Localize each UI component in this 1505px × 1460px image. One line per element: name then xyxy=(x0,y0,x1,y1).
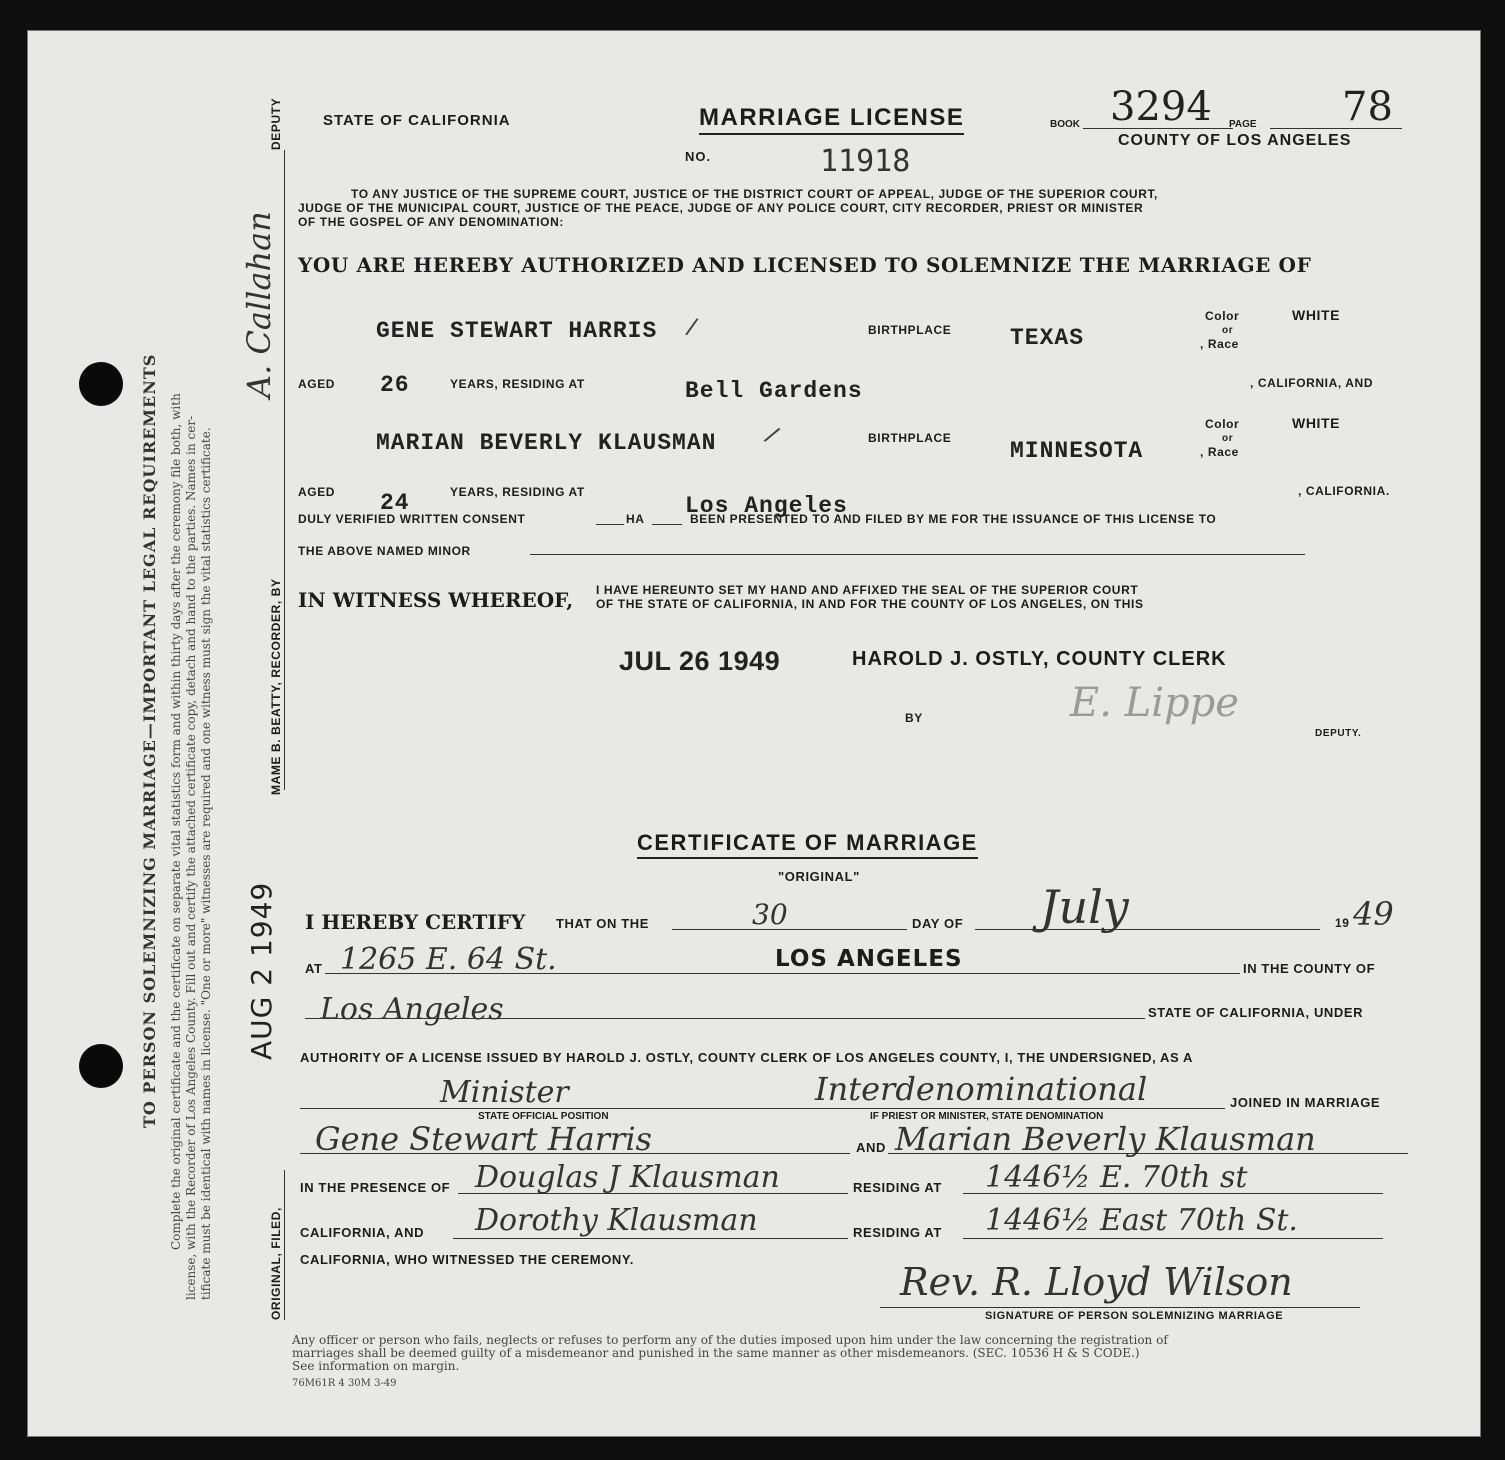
page-label: PAGE xyxy=(1229,119,1257,130)
bride-race-label: , Race xyxy=(1200,445,1239,459)
groom-color-label: Color xyxy=(1205,309,1240,323)
bride-birthplace: MINNESOTA xyxy=(1010,438,1144,464)
footer-line-1: Any officer or person who fails, neglects or refuses to perform any of the duties imposed upon him under the law concerning the registration of xyxy=(292,1333,1168,1347)
consent-ha: HA xyxy=(626,512,645,526)
witness-1-address: 1446½ E. 70th st xyxy=(985,1160,1248,1195)
punch-hole-bottom xyxy=(79,1044,123,1088)
groom-aged-label: AGED xyxy=(298,377,336,391)
groom-age: 26 xyxy=(380,372,410,398)
presence-label: IN THE PRESENCE OF xyxy=(300,1180,451,1195)
bride-residence: Los Angeles xyxy=(685,493,848,519)
minor-label: THE ABOVE NAMED MINOR xyxy=(298,544,471,558)
ceremony-county: Los Angeles xyxy=(320,992,504,1027)
groom-california-label: , CALIFORNIA, AND xyxy=(1250,376,1374,390)
bride-race: WHITE xyxy=(1292,415,1341,431)
page-number: 78 xyxy=(1342,84,1393,130)
at-label: AT xyxy=(305,961,323,976)
officiant-signature-label: SIGNATURE OF PERSON SOLEMNIZING MARRIAGE xyxy=(985,1310,1284,1322)
filed-label: ORIGINAL, FILED, xyxy=(269,1207,283,1320)
county-clerk: HAROLD J. OSTLY, COUNTY CLERK xyxy=(852,648,1227,670)
license-title: MARRIAGE LICENSE xyxy=(699,104,964,135)
footer-line-3: See information on margin. xyxy=(292,1359,460,1373)
bride-birthplace-label: BIRTHPLACE xyxy=(868,431,952,445)
punch-hole-top xyxy=(79,362,123,406)
groom-birthplace: TEXAS xyxy=(1010,325,1085,351)
filed-stamp: AUG 2 1949 xyxy=(245,881,278,1060)
margin-line-1: Complete the original certificate and the certificate on separate vital statistics form and within thirty days after the ceremony file both, with xyxy=(169,393,183,1250)
deputy-label: DEPUTY. xyxy=(1315,728,1362,739)
witness-text-1: I HAVE HEREUNTO SET MY HAND AND AFFIXED THE SEAL OF THE SUPERIOR COURT xyxy=(596,583,1139,597)
in-county-label: IN THE COUNTY OF xyxy=(1243,961,1376,976)
day-of-label: DAY OF xyxy=(912,916,964,931)
address-line-2: JUDGE OF THE MUNICIPAL COURT, JUSTICE OF THE PEACE, JUDGE OF ANY POLICE COURT, CITY RECORDER, PRIEST OR MINISTER xyxy=(298,201,1144,215)
groom-race: WHITE xyxy=(1292,307,1341,323)
groom-signature: Gene Stewart Harris xyxy=(315,1120,652,1158)
witnessed-label: CALIFORNIA, WHO WITNESSED THE CEREMONY. xyxy=(300,1252,634,1267)
bride-age: 24 xyxy=(380,490,410,516)
margin-title: TO PERSON SOLEMNIZING MARRIAGE—IMPORTANT LEGAL REQUIREMENTS xyxy=(140,353,159,1128)
address-line-3: OF THE GOSPEL OF ANY DENOMINATION: xyxy=(298,215,564,229)
groom-race-label: , Race xyxy=(1200,337,1239,351)
ceremony-city: LOS ANGELES xyxy=(775,946,963,972)
witness-1-signature: Douglas J Klausman xyxy=(475,1160,780,1195)
officiant-denomination: Interdenominational xyxy=(815,1070,1148,1108)
groom-name: GENE STEWART HARRIS xyxy=(376,318,658,344)
form-number: 76M61R 4 30M 3-49 xyxy=(292,1378,397,1389)
authority-text: AUTHORITY OF A LICENSE ISSUED BY HAROLD J. OSTLY, COUNTY CLERK OF LOS ANGELES COUNTY, I, THE UNDERSIGNED, AS A xyxy=(300,1050,1194,1065)
witness-2-signature: Dorothy Klausman xyxy=(475,1203,758,1238)
joined-label: JOINED IN MARRIAGE xyxy=(1230,1095,1381,1110)
issue-date-stamp: JUL 26 1949 xyxy=(619,646,781,676)
denomination-label: IF PRIEST OR MINISTER, STATE DENOMINATION xyxy=(870,1111,1104,1122)
license-number: 11918 xyxy=(820,144,911,179)
bride-color-label: Color xyxy=(1205,417,1240,431)
book-label: BOOK xyxy=(1050,119,1080,130)
witness-2-address: 1446½ East 70th St. xyxy=(985,1203,1298,1238)
state-under-label: STATE OF CALIFORNIA, UNDER xyxy=(1148,1005,1364,1020)
position-label: STATE OFFICIAL POSITION xyxy=(478,1111,609,1122)
footer-line-2: marriages shall be deemed guilty of a misdemeanor and punished in the same manner as other misdemeanors. (SEC. 10536 H & S CODE.) xyxy=(292,1346,1140,1360)
ceremony-address: 1265 E. 64 St. xyxy=(340,942,557,977)
original-label: "ORIGINAL" xyxy=(778,869,860,884)
residing-label-2: RESIDING AT xyxy=(853,1225,942,1240)
groom-or-label: or xyxy=(1222,325,1234,336)
recorder-label: MAME B. BEATTY, RECORDER, BY xyxy=(269,578,283,795)
bride-name: MARIAN BEVERLY KLAUSMAN xyxy=(376,430,717,456)
bride-aged-label: AGED xyxy=(298,485,336,499)
book-number: 3294 xyxy=(1110,84,1212,130)
year-prefix: 19 xyxy=(1335,916,1350,930)
bride-residing-label: YEARS, RESIDING AT xyxy=(450,485,585,499)
by-label: BY xyxy=(905,711,923,725)
witness-heading: IN WITNESS WHEREOF, xyxy=(298,588,574,612)
consent-label: DULY VERIFIED WRITTEN CONSENT xyxy=(298,512,526,526)
bride-or-label: or xyxy=(1222,433,1234,444)
deputy-signature: E. Lippe xyxy=(1070,680,1239,726)
officiant-signature: Rev. R. Lloyd Wilson xyxy=(900,1260,1293,1304)
ceremony-day: 30 xyxy=(752,898,788,931)
bride-signature: Marian Beverly Klausman xyxy=(895,1120,1316,1158)
margin-line-2: license, with the Recorder of Los Angeles County. Fill out and certify the attached certificate copy, detach and hand to the parties. Names in cer- xyxy=(184,415,198,1300)
and-label: AND xyxy=(856,1140,886,1155)
california-and-label: CALIFORNIA, AND xyxy=(300,1225,425,1240)
groom-residing-label: YEARS, RESIDING AT xyxy=(450,377,585,391)
witness-text-2: OF THE STATE OF CALIFORNIA, IN AND FOR THE COUNTY OF LOS ANGELES, ON THIS xyxy=(596,597,1144,611)
ceremony-year: 49 xyxy=(1353,895,1394,933)
ceremony-month: July xyxy=(1040,880,1129,934)
consent-text: BEEN PRESENTED TO AND FILED BY ME FOR THE ISSUANCE OF THIS LICENSE TO xyxy=(690,512,1217,526)
county-label: COUNTY OF LOS ANGELES xyxy=(1118,132,1352,149)
state-label: STATE OF CALIFORNIA xyxy=(323,112,511,129)
recorder-deputy-label: DEPUTY xyxy=(269,97,283,150)
certify-heading: I HEREBY CERTIFY xyxy=(305,910,526,934)
groom-residence: Bell Gardens xyxy=(685,378,863,404)
officiant-position: Minister xyxy=(440,1075,569,1110)
authorized-heading: YOU ARE HEREBY AUTHORIZED AND LICENSED TO SOLEMNIZE THE MARRIAGE OF xyxy=(298,253,1312,277)
certificate-title: CERTIFICATE OF MARRIAGE xyxy=(637,830,978,859)
bride-california-label: , CALIFORNIA. xyxy=(1298,484,1390,498)
that-on-the-label: THAT ON THE xyxy=(556,916,650,931)
license-no-label: NO. xyxy=(685,149,712,164)
residing-label-1: RESIDING AT xyxy=(853,1180,942,1195)
groom-birthplace-label: BIRTHPLACE xyxy=(868,323,952,337)
margin-line-3: tificate must be identical with names in license. "One or more" witnesses are required and one witness must sign the vital statistics certificate. xyxy=(199,427,213,1300)
recorder-signature: A. Callahan xyxy=(240,211,278,398)
address-line-1: TO ANY JUSTICE OF THE SUPREME COURT, JUSTICE OF THE DISTRICT COURT OF APPEAL, JUDGE OF THE SUPERIOR COURT, xyxy=(351,187,1158,201)
